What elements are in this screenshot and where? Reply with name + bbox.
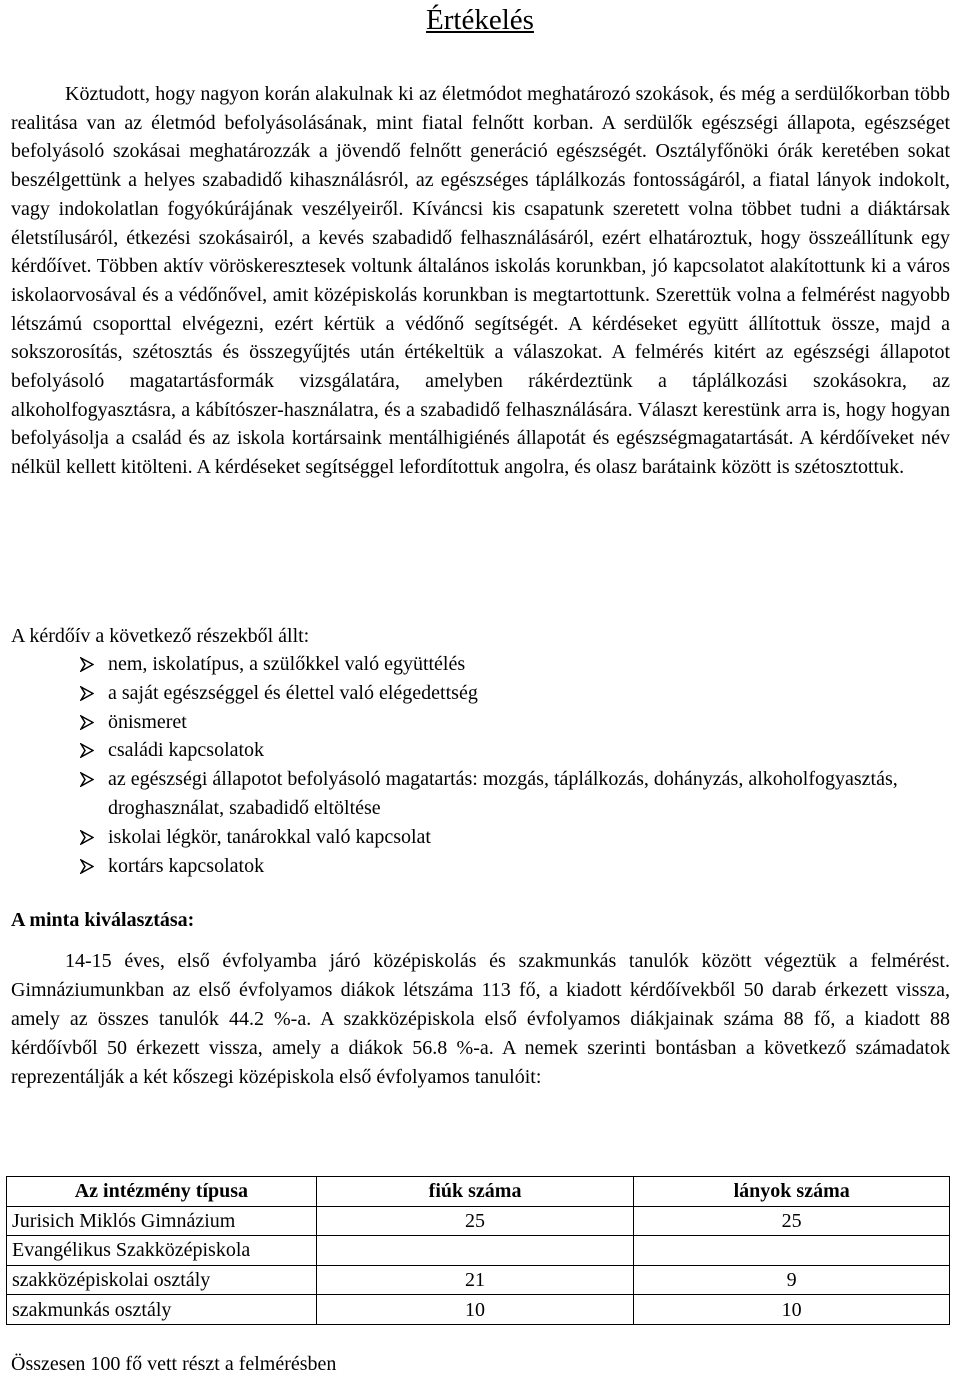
arrowhead-bullet-icon (80, 657, 94, 672)
table-cell: Evangélikus Szakközépiskola (7, 1236, 317, 1266)
table-cell: 21 (316, 1265, 634, 1295)
questionnaire-parts-list (80, 650, 940, 880)
table-cell: 10 (316, 1295, 634, 1325)
table-cell (634, 1236, 950, 1266)
list-item (80, 650, 940, 679)
page-title: Értékelés (426, 4, 534, 36)
list-item-text: a saját egészséggel és élettel való elégedettség (108, 681, 478, 704)
list-item (80, 852, 940, 881)
list-item (80, 679, 940, 708)
arrowhead-bullet-icon (80, 743, 94, 758)
arrowhead-bullet-icon (80, 859, 94, 874)
list-item-text: iskolai légkör, tanárokkal való kapcsolat (108, 825, 431, 848)
table-cell: szakközépiskolai osztály (7, 1265, 317, 1295)
list-item (80, 736, 940, 765)
table-row (7, 1295, 950, 1325)
sample-heading: A minta kiválasztása: (11, 909, 195, 931)
table-row (7, 1206, 950, 1236)
table-header-cell: Az intézmény típusa (7, 1177, 317, 1207)
list-item-text: kortárs kapcsolatok (108, 854, 265, 877)
intro-paragraph: Köztudott, hogy nagyon korán alakulnak ki az életmódot meghatározó szokások, és még a serdülőkorban több realitása van az életmód befolyásolásának, mint fiatal felnőtt korban. A serdülők egészségi állapota, egészséget befolyásoló szokásai meghatározzák a jövendő felnőtt generáció egészségét. Osztályfőnöki órák keretében sokat beszélgettünk a helyes szabadidő kihasználásról, az egészséges táplálkozás fontosságáról, a fiatal lányok indokolt, vagy indokolatlan fogyókúrájának veszélyeiről. Kíváncsi kis csapatunk szeretett volna többet tudni a diáktársak életstílusáról, étkezési szokásairól, a kevés szabadidő felhasználásáról, ezért elhatároztuk, hogy összeállítunk egy kérdőívet. Többen aktív vöröskeresztesek voltunk általános iskolás korunkban, jó kapcsolatot alakítottunk ki a város iskolaorvosával és a védőnővel, amit középiskolás korunkban is megtartottunk. Szerettük volna a felmérést nagyobb létszámú csoporttal elvégezni, ezért kértük a védőnő segítségét. A kérdéseket együtt állítottuk össze, majd a sokszorosítás, szétosztás és összegyűjtés után értékeltük a válaszokat. A felmérés kitért az egészségi állapotot befolyásoló magatartásformák vizsgálatára, amelyben rákérdeztünk a táplálkozási szokásokra, az alkoholfogyasztásra, a kábítószer-használatra, és a szabadidő felhasználására. Választ kerestünk arra is, hogy hogyan befolyásolja a család és az iskola kortársaink mentálhigiénés állapotát és egészségmagatartását. A kérdőíveket név nélkül kellett kitölteni. A kérdéseket segítséggel lefordítottuk angolra, és olasz barátaink között is szétosztottuk. (11, 83, 950, 479)
list-item (80, 708, 940, 737)
list-item-text: az egészségi állapotot befolyásoló magatartás: mozgás, táplálkozás, dohányzás, alkoholfogyasztás, droghasználat, szabadidő eltöltése (108, 768, 898, 819)
table-cell: 25 (316, 1206, 634, 1236)
list-item-text: önismeret (108, 710, 187, 733)
table-cell: 10 (634, 1295, 950, 1325)
table-cell (316, 1236, 634, 1266)
list-item (80, 823, 940, 852)
table-header-cell: fiúk száma (316, 1177, 634, 1207)
table-cell: Jurisich Miklós Gimnázium (7, 1206, 317, 1236)
table-cell: szakmunkás osztály (7, 1295, 317, 1325)
table-row (7, 1265, 950, 1295)
table-header-row (7, 1177, 950, 1207)
arrowhead-bullet-icon (80, 772, 94, 787)
table-header-cell: lányok száma (634, 1177, 950, 1207)
list-item (80, 765, 940, 823)
students-table (6, 1176, 950, 1325)
questionnaire-intro: A kérdőív a következő részekből állt: (11, 625, 310, 647)
arrowhead-bullet-icon (80, 686, 94, 701)
list-item-text: családi kapcsolatok (108, 739, 265, 762)
summary-text: Összesen 100 fő vett részt a felmérésben (11, 1353, 337, 1375)
table-row (7, 1236, 950, 1266)
table-cell: 9 (634, 1265, 950, 1295)
sample-paragraph: 14-15 éves, első évfolyamba járó középiskolás és szakmunkás tanulók között végeztük a felmérést. Gimnáziumunkban az első évfolyamos diákok létszáma 113 fő, a kiadott kérdőívekből 50 darab érkezett vissza, amely az összes tanulók 44.2 %-a. A szakközépiskola első évfolyamos diákjainak száma 88 fő, a kiadott 88 kérdőívből 50 érkezett vissza, amely a diákok 56.8 %-a. A nemek szerinti bontásban a következő számadatok reprezentálják a két kőszegi középiskola első évfolyamos tanulóit: (11, 950, 950, 1088)
table-cell: 25 (634, 1206, 950, 1236)
arrowhead-bullet-icon (80, 715, 94, 730)
list-item-text: nem, iskolatípus, a szülőkkel való együttélés (108, 653, 466, 675)
arrowhead-bullet-icon (80, 830, 94, 845)
